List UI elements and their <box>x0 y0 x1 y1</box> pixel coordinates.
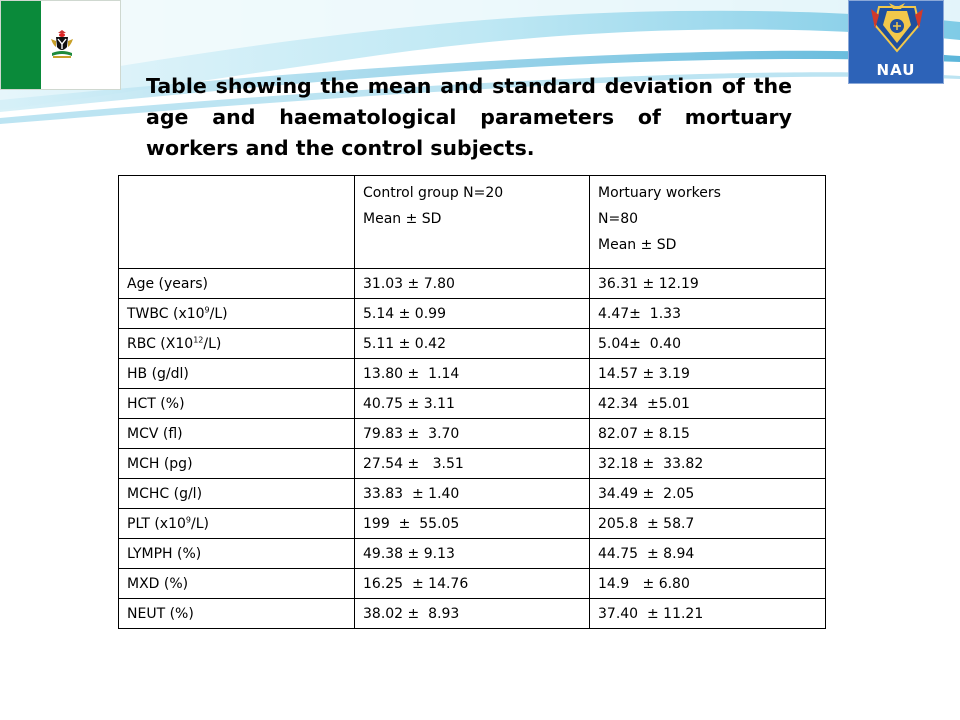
header-mortuary-line: Mortuary workers <box>598 185 721 201</box>
haematology-table <box>118 175 826 629</box>
parameter-unit: /L) <box>209 305 228 322</box>
control-value-cell: 5.11 ± 0.42 <box>355 329 590 359</box>
table-row <box>119 419 826 449</box>
mortuary-value-cell: 37.40 ± 11.21 <box>590 599 826 629</box>
mortuary-value-cell: 32.18 ± 33.82 <box>590 449 826 479</box>
parameter-label: NEUT (%) <box>127 605 194 622</box>
control-value-cell: 31.03 ± 7.80 <box>355 269 590 299</box>
mortuary-value-cell: 42.34 ±5.01 <box>590 389 826 419</box>
parameter-label: MXD (%) <box>127 575 189 592</box>
control-value-cell: 199 ± 55.05 <box>355 509 590 539</box>
parameter-label: HB (g/dl) <box>127 365 189 382</box>
parameter-exponent: 9 <box>185 514 191 524</box>
coat-of-arms-icon <box>49 27 75 61</box>
parameter-cell <box>119 539 355 569</box>
parameter-label: LYMPH (%) <box>127 545 202 562</box>
mortuary-value-cell: 36.31 ± 12.19 <box>590 269 826 299</box>
control-value-cell: 33.83 ± 1.40 <box>355 479 590 509</box>
table-row <box>119 389 826 419</box>
parameter-cell <box>119 329 355 359</box>
parameter-cell <box>119 359 355 389</box>
mortuary-value-cell: 44.75 ± 8.94 <box>590 539 826 569</box>
table-row <box>119 359 826 389</box>
table-row <box>119 449 826 479</box>
parameter-cell <box>119 419 355 449</box>
parameter-cell <box>119 299 355 329</box>
parameter-label: RBC (X10 <box>127 335 194 352</box>
control-value-cell: 16.25 ± 14.76 <box>355 569 590 599</box>
parameter-exponent: 12 <box>193 334 204 344</box>
nigeria-flag <box>0 0 121 90</box>
table-row <box>119 509 826 539</box>
mortuary-value-cell: 14.9 ± 6.80 <box>590 569 826 599</box>
table-row <box>119 599 826 629</box>
table-row <box>119 479 826 509</box>
header-control-line: Control group N=20 <box>363 185 504 201</box>
flag-green-band <box>1 1 41 89</box>
parameter-label: HCT (%) <box>127 395 185 412</box>
control-value-cell: 13.80 ± 1.14 <box>355 359 590 389</box>
parameter-cell <box>119 509 355 539</box>
mortuary-value-cell: 4.47± 1.33 <box>590 299 826 329</box>
table-row <box>119 269 826 299</box>
mortuary-value-cell: 82.07 ± 8.15 <box>590 419 826 449</box>
table-header-row <box>119 176 826 269</box>
header-cell-parameter <box>119 176 355 269</box>
parameter-cell <box>119 479 355 509</box>
control-value-cell: 5.14 ± 0.99 <box>355 299 590 329</box>
header-cell-control <box>355 176 590 269</box>
header-cell-mortuary <box>590 176 826 269</box>
parameter-label: Age (years) <box>127 275 208 292</box>
parameter-label: TWBC (x10 <box>127 305 205 322</box>
control-value-cell: 49.38 ± 9.13 <box>355 539 590 569</box>
header-mortuary-line: N=80 <box>598 211 639 227</box>
mortuary-value-cell: 205.8 ± 58.7 <box>590 509 826 539</box>
parameter-unit: /L) <box>203 335 222 352</box>
mortuary-value-cell: 5.04± 0.40 <box>590 329 826 359</box>
flag-white-band <box>41 1 120 89</box>
mortuary-value-cell: 34.49 ± 2.05 <box>590 479 826 509</box>
mortuary-value-cell: 14.57 ± 3.19 <box>590 359 826 389</box>
parameter-label: MCH (pg) <box>127 455 193 472</box>
table-row <box>119 329 826 359</box>
control-value-cell: 79.83 ± 3.70 <box>355 419 590 449</box>
parameter-cell <box>119 449 355 479</box>
parameter-unit: /L) <box>190 515 209 532</box>
parameter-cell <box>119 269 355 299</box>
parameter-label: MCHC (g/l) <box>127 485 203 502</box>
nau-crest-icon <box>849 1 945 61</box>
control-value-cell: 38.02 ± 8.93 <box>355 599 590 629</box>
nau-logo-text: NAU <box>876 61 916 79</box>
parameter-cell <box>119 599 355 629</box>
table-row <box>119 299 826 329</box>
nau-university-logo <box>848 0 944 84</box>
parameter-cell <box>119 389 355 419</box>
parameter-cell <box>119 569 355 599</box>
control-value-cell: 40.75 ± 3.11 <box>355 389 590 419</box>
table-row <box>119 569 826 599</box>
header-mortuary-line: Mean ± SD <box>598 237 677 253</box>
parameter-label: MCV (fl) <box>127 425 183 442</box>
table-row <box>119 539 826 569</box>
control-value-cell: 27.54 ± 3.51 <box>355 449 590 479</box>
slide-title: Table showing the mean and standard deviation of the age and haematological parameters of mortuary workers and the control subjects. <box>146 74 792 160</box>
parameter-exponent: 9 <box>204 304 210 314</box>
header-control-line: Mean ± SD <box>363 211 442 227</box>
parameter-label: PLT (x10 <box>127 515 186 532</box>
